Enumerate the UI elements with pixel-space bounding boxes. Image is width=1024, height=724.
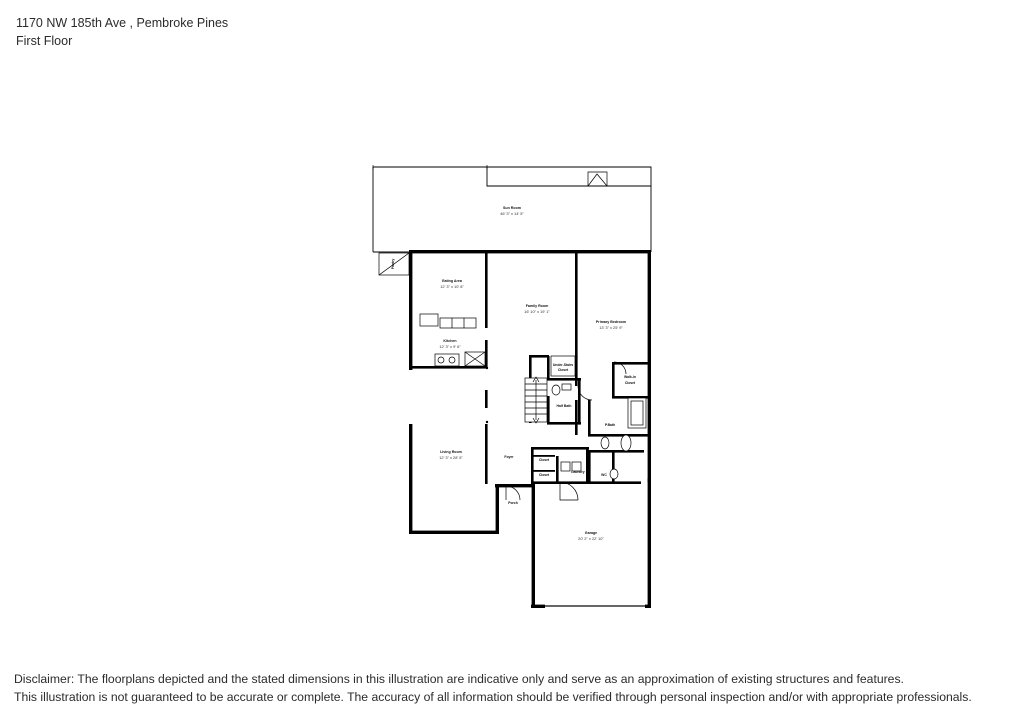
room-label-walk-in-closet-line2: Closet xyxy=(624,381,636,385)
room-label-primary-bath: P.Bath xyxy=(604,423,616,427)
room-label-laundry: Laundry xyxy=(571,470,585,474)
room-label-family-room: Family Room xyxy=(525,304,549,308)
room-label-foyer: Foyer xyxy=(504,455,514,459)
room-label-under-stairs-closet-line1: Under-Stairs xyxy=(552,363,574,367)
disclaimer-line-1: Disclaimer: The floorplans depicted and the stated dimensions in this illustration are indicative only and serve as an approximation of existing structures and features. xyxy=(14,672,904,686)
room-label-walk-in-closet-line1: Walk-In xyxy=(624,375,636,379)
room-label-sun-room: Sun Room xyxy=(503,206,521,210)
room-label-living-room: Living Room xyxy=(440,450,462,454)
room-label-primary-bedroom: Primary Bedroom xyxy=(595,320,627,324)
room-label-closet-upper: Closet xyxy=(538,458,550,462)
room-dim-living-room: 12' 3" x 28' 5" xyxy=(439,455,463,460)
room-label-under-stairs-closet-line2: Closet xyxy=(557,368,569,372)
room-label-kitchen: Kitchen xyxy=(443,339,457,343)
disclaimer-line-2: This illustration is not guaranteed to be accurate or complete. The accuracy of all information should be verified through personal inspection and/or with appropriate professionals. xyxy=(14,690,972,704)
room-dim-kitchen: 12' 3" x 9' 6" xyxy=(439,344,461,349)
floor-label: First Floor xyxy=(16,34,73,48)
property-address: 1170 NW 185th Ave , Pembroke Pines xyxy=(16,16,229,30)
room-dim-eating-area: 12' 3" x 10' 8" xyxy=(440,284,464,289)
disclaimer xyxy=(14,670,1004,706)
room-label-eating-area: Eating Area xyxy=(442,279,462,283)
room-label-porch: Porch xyxy=(508,501,518,505)
room-dim-primary-bedroom: 13' 3" x 25' 9" xyxy=(599,325,623,330)
room-labels xyxy=(391,206,636,541)
room-label-wc: WC xyxy=(601,473,607,477)
room-label-closet-lower: Closet xyxy=(538,473,550,477)
room-dim-family-room: 16' 10" x 19' 1" xyxy=(524,309,550,314)
room-dim-sun-room: 46' 3" x 14' 5" xyxy=(500,211,524,216)
room-label-pantry: Pantry xyxy=(391,258,395,270)
room-label-garage: Garage xyxy=(584,531,598,535)
room-dim-garage: 20' 2" x 22' 10" xyxy=(578,536,604,541)
room-label-half-bath: Half Bath xyxy=(556,404,572,408)
staircase xyxy=(525,377,547,423)
fixtures xyxy=(379,253,646,500)
